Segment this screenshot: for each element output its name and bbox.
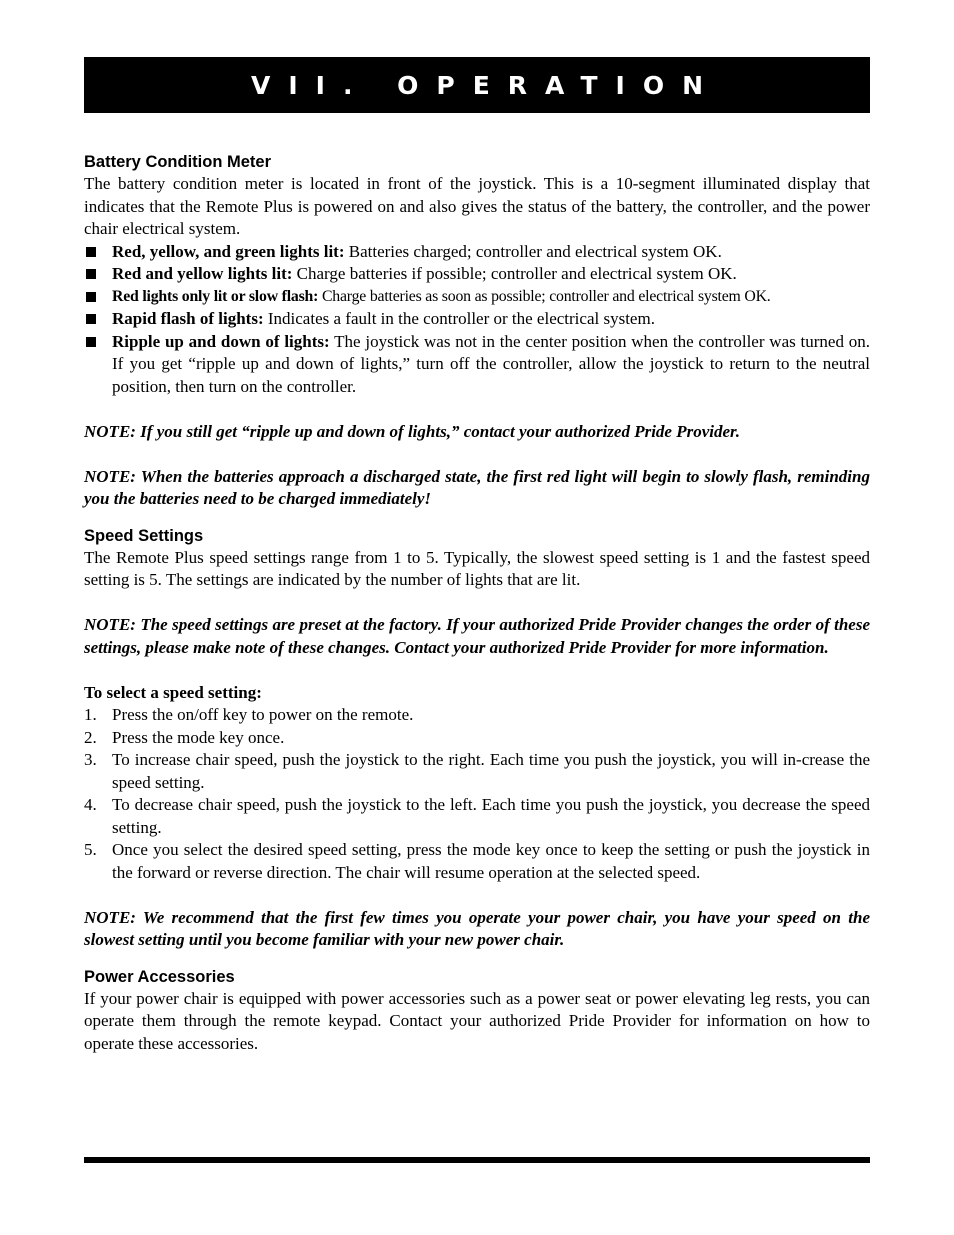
footer-divider: [84, 1157, 870, 1163]
accessories-text: If your power chair is equipped with power accessories such as a power seat or power elevating leg rests, you can operate them through the remote keypad. Contact your authorized Pride Provider for information on how to operate these accessories.: [84, 988, 870, 1053]
battery-status-list: [84, 241, 870, 399]
battery-note-ripple: NOTE: If you still get “ripple up and down of lights,” contact your authorized Pride Provider.: [84, 421, 740, 441]
list-item: Red, yellow, and green lights lit: Batteries charged; controller and electrical system OK.: [84, 241, 870, 264]
accessories-section: [84, 966, 870, 1056]
battery-note-discharge: NOTE: When the batteries approach a discharged state, the first red light will begin to slowly flash, reminding you the batteries need to be charged immediately!: [84, 466, 870, 508]
accessories-heading: Power Accessories: [84, 967, 235, 986]
list-item: 3. To increase chair speed, push the joystick to the right. Each time you push the joystick, you will in-crease the speed setting.: [84, 750, 870, 792]
bullet-square-icon: [86, 337, 96, 347]
battery-intro: The battery condition meter is located in front of the joystick. This is a 10-segment illuminated display that indicates that the Remote Plus is powered on and also gives the status of the battery, the controller, and the power chair electrical system.: [84, 174, 870, 238]
bullet-square-icon: [86, 292, 96, 302]
bullet-square-icon: [86, 269, 96, 279]
list-item: 4. To decrease chair speed, push the joystick to the left. Each time you push the joystick, you decrease the speed setting.: [84, 795, 870, 837]
speed-heading: Speed Settings: [84, 526, 204, 545]
speed-note-factory: NOTE: The speed settings are preset at the factory. If your authorized Pride Provider changes the order of these settings, please make note of these changes. Contact your authorized Pride Provider for more information.: [84, 615, 870, 657]
page-content: [84, 57, 870, 1055]
speed-intro: The Remote Plus speed settings range from 1 to 5. Typically, the slowest speed setting is 1 and the fastest speed setting is 5. The settings are indicated by the number of lights that are lit.: [84, 547, 870, 589]
list-item: 2. Press the mode key once.: [84, 727, 285, 747]
list-item: Red and yellow lights lit: Charge batteries if possible; controller and electrical system OK.: [84, 263, 870, 286]
list-item: 5. Once you select the desired speed setting, press the mode key once to keep the setting or push the joystick in the forward or reverse direction. The chair will resume operation at the selected speed.: [84, 840, 870, 882]
speed-steps-list: [84, 704, 870, 884]
battery-heading: Battery Condition Meter: [84, 153, 272, 171]
speed-section: [84, 525, 870, 952]
bullet-square-icon: [86, 247, 96, 257]
list-item: Rapid flash of lights: Indicates a fault in the controller or the electrical system.: [84, 308, 870, 331]
bullet-square-icon: [86, 314, 96, 324]
battery-section: [84, 151, 870, 511]
speed-note-recommend: NOTE: We recommend that the first few times you operate your power chair, you have your speed on the slowest setting until you become familiar with your new power chair.: [84, 907, 870, 949]
list-item: Red lights only lit or slow flash: Charge batteries as soon as possible; controller and electrical system OK.: [84, 286, 870, 309]
chapter-banner: [84, 57, 870, 113]
list-item: Ripple up and down of lights: The joystick was not in the center position when the controller was turned on. If you get “ripple up and down of lights,” turn off the controller, allow the joystick to return to the neutral position, then turn on the controller.: [84, 331, 870, 399]
speed-select-heading: To select a speed setting:: [84, 682, 262, 702]
chapter-title: VII. OPERATION: [251, 70, 721, 100]
list-item: 1. Press the on/off key to power on the remote.: [84, 705, 414, 724]
